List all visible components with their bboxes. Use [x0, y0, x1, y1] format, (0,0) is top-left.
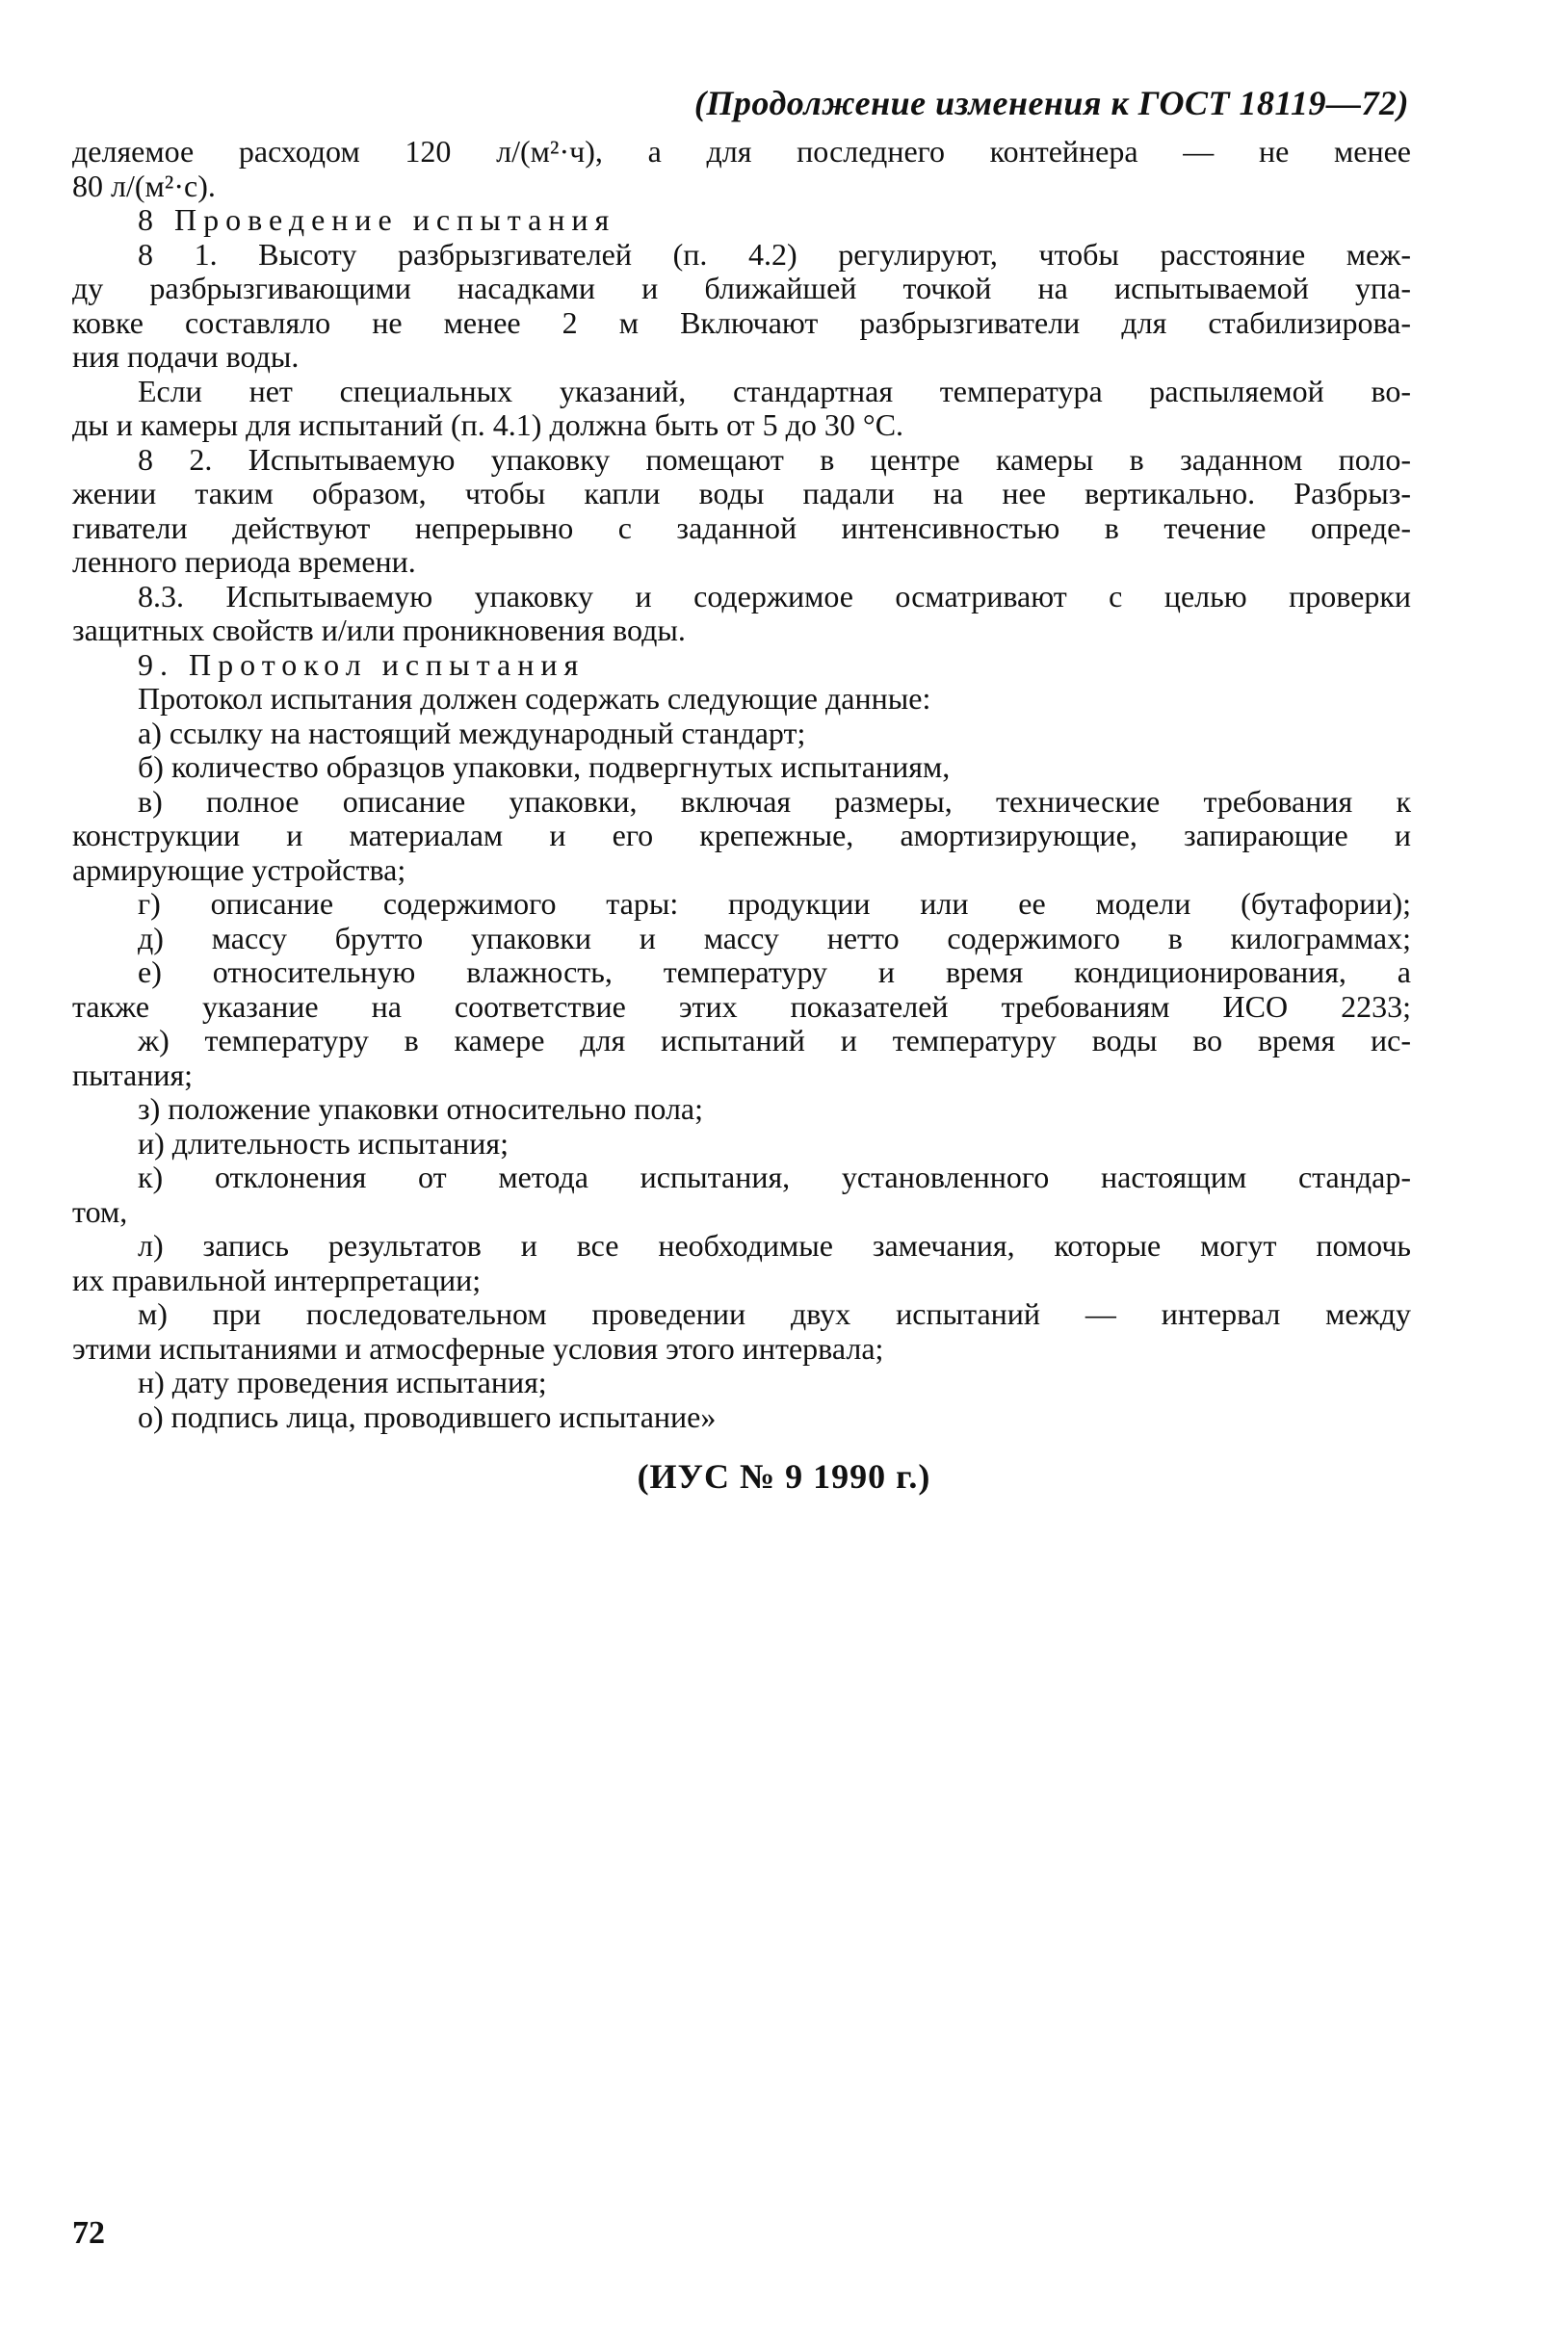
- text-line: м) при последовательном проведении двух испытаний — интервал между: [138, 1296, 1411, 1331]
- text-line: 80 л/(м²·с).: [72, 168, 216, 203]
- text-line: том,: [72, 1193, 128, 1229]
- text-line: з) положение упаковки относительно пола;: [138, 1091, 703, 1126]
- text-line: и) длительность испытания;: [138, 1125, 509, 1161]
- text-line: ду разбрызгивающими насадками и ближайшей точкой на испытываемой упа-: [72, 271, 1411, 305]
- page-number: 72: [72, 2215, 105, 2251]
- text-line: пытания;: [72, 1057, 194, 1092]
- text-line: н) дату проведения испытания;: [138, 1365, 547, 1399]
- text-line: Если нет специальных указаний, стандартная температура распыляемой во-: [138, 373, 1411, 408]
- text-line: также указание на соответствие этих показателей требованиям ИСО 2233;: [72, 988, 1411, 1024]
- text-line: Протокол испытания должен содержать следующие данные:: [138, 681, 931, 716]
- text-line: ды и камеры для испытаний (п. 4.1) должна быть от 5 до 30 °С.: [72, 407, 904, 442]
- text-line: в) полное описание упаковки, включая размеры, технические требования к: [138, 783, 1411, 819]
- text-line: ж) температуру в камере для испытаний и температуру воды во время ис-: [138, 1023, 1411, 1058]
- text-line: 8 Проведение испытания: [138, 202, 616, 237]
- text-line: армирующие устройства;: [72, 851, 406, 887]
- text-line: их правильной интерпретации;: [72, 1262, 482, 1297]
- text-line: жении таким образом, чтобы капли воды падали на нее вертикально. Разбрыз-: [72, 476, 1411, 510]
- text-line: о) подпись лица, проводившего испытание»: [138, 1398, 717, 1434]
- text-line: деляемое расходом 120 л/(м²·ч), а для последнего контейнера — не менее: [72, 134, 1411, 169]
- amendment-reference: (ИУС № 9 1990 г.): [637, 1457, 931, 1496]
- text-line: д) массу брутто упаковки и массу нетто содержимого в килограммах;: [138, 920, 1411, 955]
- text-line: ковке составляло не менее 2 м Включают разбрызгиватели для стабилизирова-: [72, 304, 1411, 340]
- text-line: е) относительную влажность, температуру и время кондиционирования, а: [138, 954, 1411, 989]
- text-line: 8.3. Испытываемую упаковку и содержимое осматривают с целью проверки: [138, 578, 1411, 614]
- text-line: гиватели действуют непрерывно с заданной интенсивностью в течение опреде-: [72, 509, 1411, 545]
- text-line: к) отклонения от метода испытания, установленного настоящим стандар-: [138, 1160, 1411, 1194]
- running-header: (Продолжение изменения к ГОСТ 18119—72): [693, 84, 1409, 122]
- text-line: ния подачи воды.: [72, 339, 300, 374]
- text-line: конструкции и материалам и его крепежные, амортизирующие, запирающие и: [72, 818, 1411, 852]
- text-line: л) запись результатов и все необходимые замечания, которые могут помочь: [138, 1228, 1411, 1263]
- text-line: 9. Протокол испытания: [138, 646, 586, 682]
- body-text: [72, 135, 1411, 1434]
- text-line: б) количество образцов упаковки, подвергнутых испытаниям,: [138, 749, 951, 784]
- text-line: г) описание содержимого тары: продукции или ее модели (бутафории);: [138, 886, 1411, 921]
- text-line: 8 2. Испытываемую упаковку помещают в центре камеры в заданном поло-: [138, 441, 1411, 477]
- text-line: а) ссылку на настоящий международный стандарт;: [138, 715, 806, 750]
- text-line: защитных свойств и/или проникновения воды.: [72, 613, 686, 647]
- text-line: 8 1. Высоту разбрызгивателей (п. 4.2) регулируют, чтобы расстояние меж-: [138, 236, 1411, 272]
- text-line: этими испытаниями и атмосферные условия этого интервала;: [72, 1330, 884, 1366]
- text-line: ленного периода времени.: [72, 544, 416, 579]
